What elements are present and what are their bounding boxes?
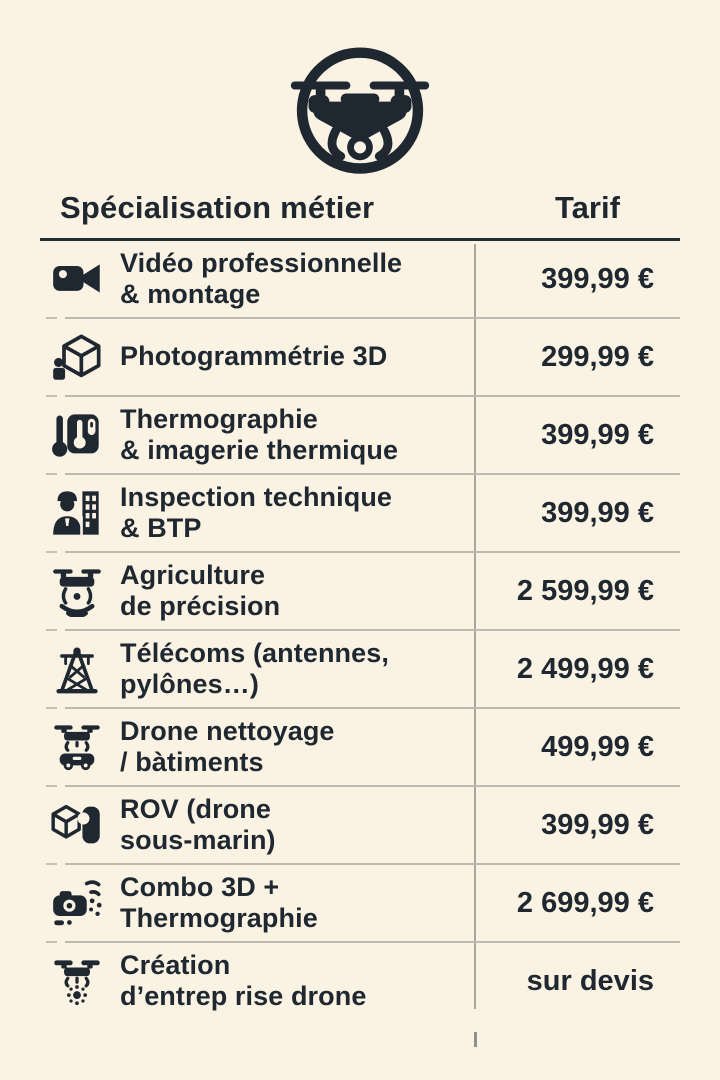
row-price: 2 699,99 € — [516, 886, 654, 919]
cube-3d-scan-icon — [48, 331, 106, 383]
table-row — [40, 709, 680, 785]
table-row — [40, 241, 680, 317]
row-separator — [46, 551, 680, 553]
row-label: ROV (drone sous-marin) — [120, 793, 276, 855]
row-separator — [46, 629, 680, 631]
worker-building-icon — [48, 487, 106, 539]
row-label: Combo 3D + Thermographie — [120, 871, 318, 933]
row-label: Thermographie & imagerie thermique — [120, 403, 399, 465]
column-header-tariff: Tarif — [555, 190, 620, 225]
row-separator — [46, 941, 680, 943]
table-body — [40, 241, 680, 1019]
row-price: 2 499,99 € — [516, 652, 654, 685]
table-row — [40, 631, 680, 707]
column-header-specialization: Spécialisation métier — [60, 190, 375, 225]
row-price: 399,99 € — [541, 496, 654, 529]
row-separator — [46, 707, 680, 709]
row-price: 499,99 € — [541, 730, 654, 763]
drone-cleaning-icon — [48, 721, 106, 773]
logo — [0, 0, 720, 172]
row-label: Création d’entrep rise drone — [120, 949, 367, 1011]
video-camera-icon — [48, 253, 106, 305]
drone-startup-icon — [48, 955, 106, 1007]
table-row — [40, 553, 680, 629]
row-label: Agriculture de précision — [120, 559, 281, 621]
row-separator — [46, 473, 680, 475]
table-row — [40, 787, 680, 863]
row-label: Télécoms (antennes, pylônes…) — [120, 637, 389, 699]
telecom-tower-icon — [48, 643, 106, 695]
row-price: sur devis — [526, 964, 654, 997]
thermal-camera-icon — [48, 877, 106, 929]
divider-end-dash — [474, 1032, 477, 1047]
thermometer-icon — [48, 409, 106, 461]
row-label: Vidéo professionnelle & montage — [120, 247, 403, 309]
table-row — [40, 865, 680, 941]
row-separator — [46, 863, 680, 865]
table-row — [40, 475, 680, 551]
row-label: Inspection technique & BTP — [120, 481, 393, 543]
pricing-table — [40, 190, 680, 1047]
row-price: 2 599,99 € — [516, 574, 654, 607]
row-separator — [46, 785, 680, 787]
row-separator — [46, 317, 680, 319]
drone-spray-icon — [48, 565, 106, 617]
table-row — [40, 397, 680, 473]
table-row — [40, 319, 680, 395]
table-header — [40, 190, 680, 238]
row-price: 399,99 € — [541, 418, 654, 451]
row-price: 299,99 € — [541, 340, 654, 373]
table-row — [40, 943, 680, 1019]
row-price: 399,99 € — [541, 262, 654, 295]
drone-circle-icon — [279, 34, 441, 172]
column-divider — [474, 244, 476, 1009]
row-price: 399,99 € — [541, 808, 654, 841]
row-label: Photogrammétrie 3D — [120, 341, 388, 372]
row-separator — [46, 395, 680, 397]
row-label: Drone nettoyage / bàtiments — [120, 715, 335, 777]
rov-icon — [48, 799, 106, 851]
